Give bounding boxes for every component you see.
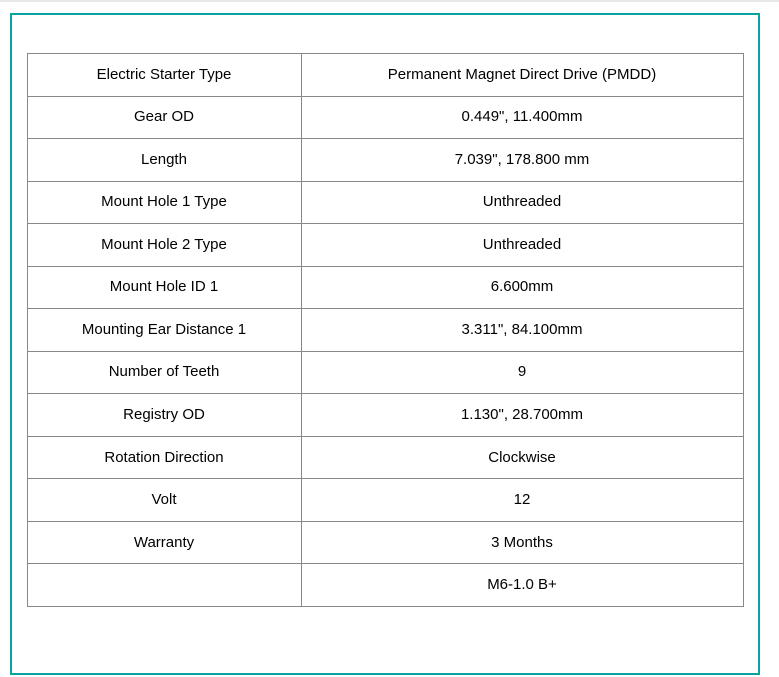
table-row (27, 54, 743, 97)
spec-label: Mounting Ear Distance 1 (27, 309, 301, 352)
table-row (27, 309, 743, 352)
table-row (27, 181, 743, 224)
spec-label: Length (27, 139, 301, 182)
table-row (27, 266, 743, 309)
table-row (27, 224, 743, 267)
spec-table (27, 53, 744, 607)
spec-value: 1.130", 28.700mm (301, 394, 743, 437)
top-strip (0, 0, 779, 2)
spec-label: Electric Starter Type (27, 54, 301, 97)
spec-label: Gear OD (27, 96, 301, 139)
spec-label: Registry OD (27, 394, 301, 437)
spec-value: Clockwise (301, 436, 743, 479)
table-row (27, 139, 743, 182)
spec-value: 3.311", 84.100mm (301, 309, 743, 352)
spec-value: 0.449", 11.400mm (301, 96, 743, 139)
spec-value: 6.600mm (301, 266, 743, 309)
spec-label: Rotation Direction (27, 436, 301, 479)
spec-label: Warranty (27, 521, 301, 564)
spec-value: Permanent Magnet Direct Drive (PMDD) (301, 54, 743, 97)
spec-table-body (27, 54, 743, 607)
table-row (27, 521, 743, 564)
table-row (27, 394, 743, 437)
table-row (27, 436, 743, 479)
table-row (27, 351, 743, 394)
spec-value: M6-1.0 B+ (301, 564, 743, 607)
spec-value: 9 (301, 351, 743, 394)
spec-value: 12 (301, 479, 743, 522)
table-row (27, 96, 743, 139)
spec-label: Number of Teeth (27, 351, 301, 394)
spec-label (27, 564, 301, 607)
table-row (27, 479, 743, 522)
spec-value: 3 Months (301, 521, 743, 564)
spec-label: Mount Hole ID 1 (27, 266, 301, 309)
table-row (27, 564, 743, 607)
content-frame (10, 13, 760, 675)
spec-label: Mount Hole 2 Type (27, 224, 301, 267)
spec-label: Mount Hole 1 Type (27, 181, 301, 224)
spec-label: Volt (27, 479, 301, 522)
spec-value: Unthreaded (301, 224, 743, 267)
spec-value: 7.039", 178.800 mm (301, 139, 743, 182)
spec-value: Unthreaded (301, 181, 743, 224)
